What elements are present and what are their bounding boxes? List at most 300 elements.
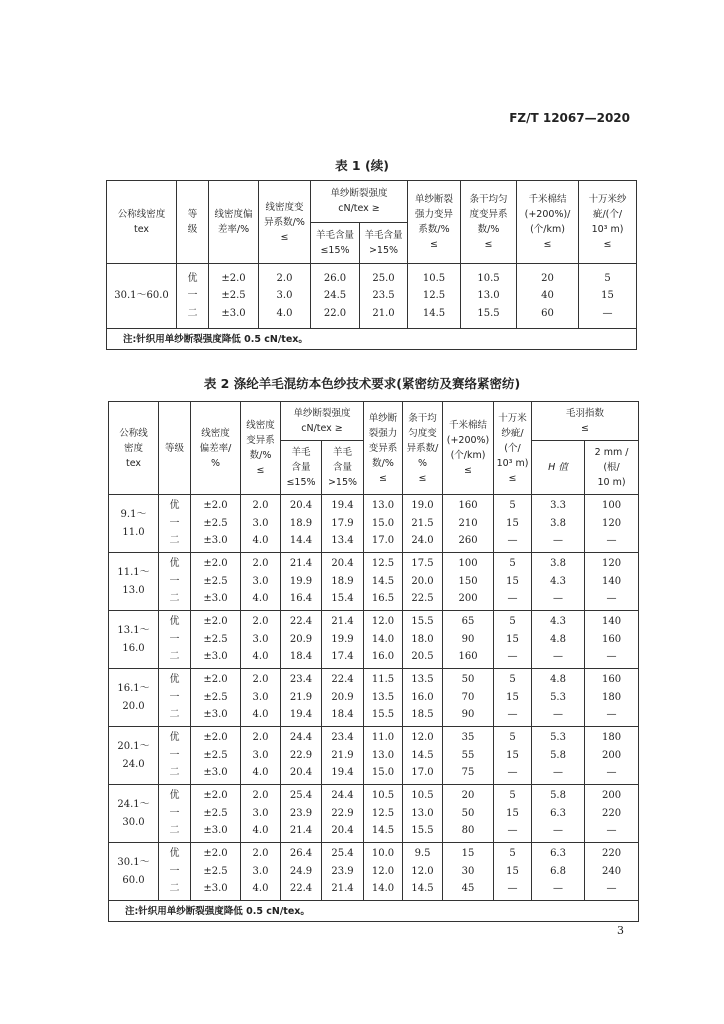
slubs-cell-value: — <box>507 883 518 895</box>
mm2-cell-value: 200 <box>601 790 622 802</box>
table1-header-row <box>107 181 637 223</box>
strength-cv-cell-value: 15.5 <box>371 709 395 721</box>
strength-cv-cell-value: 16.0 <box>371 651 395 663</box>
col-nominal-density-line: 公称线密度 <box>117 209 166 220</box>
cv-cell <box>241 611 281 669</box>
neps-cell-value: 55 <box>461 749 475 761</box>
table1-note: 注:针织用单纱断裂强度降低 0.5 cN/tex。 <box>107 329 637 350</box>
wool-high-cell-value: 19.9 <box>331 633 354 645</box>
grade-cell-value: 优 <box>169 732 180 744</box>
deviation-cell <box>209 264 259 329</box>
mm2-cell <box>585 843 639 901</box>
grade-cell-value: 优 <box>169 558 180 570</box>
col-density-cv-line: ≤ <box>280 231 289 243</box>
wool-high-cell-value: 23.4 <box>331 732 354 744</box>
deviation-cell <box>191 727 241 785</box>
mm2-cell <box>585 611 639 669</box>
mm2-cell <box>585 785 639 843</box>
col-wool-high <box>322 441 364 495</box>
evenness-cv-cell-value: 18.5 <box>411 709 434 721</box>
col-neps-line: 千米棉结 <box>449 420 488 431</box>
strength-cv-cell-value: 12.0 <box>371 616 395 628</box>
density-range-line: 20.0 <box>122 700 145 712</box>
grade-cell-value: 优 <box>169 790 180 802</box>
neps-cell-value: 90 <box>461 633 475 645</box>
col-evenness-cv-line: % <box>418 457 428 469</box>
wool-high-cell <box>322 785 364 843</box>
evenness-cv-cell-value: 17.5 <box>411 558 434 570</box>
neps-cell-value: 30 <box>461 865 475 877</box>
cv-cell-value: 2.0 <box>252 732 269 744</box>
col-2mm-line: (根/ <box>603 462 620 474</box>
strength-cv-cell-value: 16.5 <box>371 593 395 605</box>
neps-cell-value: 45 <box>461 883 475 895</box>
evenness-cv-cell-value: 10.5 <box>477 272 500 284</box>
strength-cv-cell-value: 13.0 <box>371 749 395 761</box>
col-wool-high-line: >15% <box>327 477 358 489</box>
col-evenness-cv <box>403 402 443 495</box>
slubs-cell-value: 15 <box>506 575 519 587</box>
deviation-cell-value: ±3.0 <box>203 535 228 547</box>
col-nominal-density <box>107 181 177 264</box>
strength-cv-cell-value: 12.5 <box>371 807 395 819</box>
strength-cv-cell <box>408 264 461 329</box>
grade-cell <box>159 785 191 843</box>
col-density-cv-line: 数/% <box>249 450 272 461</box>
neps-cell <box>443 727 494 785</box>
col-density-deviation-line: 差率/% <box>217 224 250 235</box>
mm2-cell-value: 100 <box>601 500 622 512</box>
evenness-cv-cell <box>403 669 443 727</box>
col-wool-low-line: 羊毛含量 <box>315 229 354 241</box>
deviation-cell-value: ±2.5 <box>221 290 246 302</box>
deviation-cell-value: ±2.5 <box>203 749 228 761</box>
col-slubs-line: (个/ <box>504 442 521 454</box>
deviation-cell-value: ±2.0 <box>203 558 228 570</box>
slubs-cell-value: — <box>507 767 518 779</box>
strength-cv-cell-value: 14.0 <box>371 633 395 645</box>
wool-low-cell-value: 23.9 <box>289 807 313 819</box>
col-strength-cv-line: 数/% <box>372 457 394 469</box>
col-slubs <box>579 181 637 264</box>
slubs-cell <box>579 264 637 329</box>
strength-cv-cell-value: 11.0 <box>371 732 395 744</box>
mm2-cell <box>585 727 639 785</box>
h-value-cell <box>532 669 585 727</box>
strength-cv-cell-value: 12.0 <box>371 865 395 877</box>
slubs-cell-value: 15 <box>601 290 614 302</box>
slubs-cell-value: — <box>507 535 518 547</box>
col-nominal-density <box>109 402 159 495</box>
neps-cell <box>443 669 494 727</box>
col-neps-line: (+200%) <box>446 435 490 446</box>
col-neps-line: (+200%)/ <box>524 209 571 220</box>
slubs-cell-value: 5 <box>509 674 516 686</box>
strength-cv-cell-value: 10.5 <box>422 272 446 284</box>
deviation-cell-value: ±2.0 <box>221 272 246 284</box>
wool-low-cell-value: 18.4 <box>289 651 313 663</box>
table2-header-row <box>109 402 639 441</box>
col-slubs-line: 疵/(个/ <box>592 209 623 220</box>
evenness-cv-cell-value: 21.5 <box>411 517 434 529</box>
wool-low-cell-value: 26.4 <box>289 848 313 860</box>
mm2-cell-value: 160 <box>601 674 622 686</box>
evenness-cv-cell-value: 16.0 <box>411 691 434 703</box>
neps-cell-value: 260 <box>458 535 478 547</box>
wool-low-cell <box>281 843 322 901</box>
mm2-cell-value: — <box>606 767 617 779</box>
col-grade-line: 等级 <box>164 442 184 454</box>
neps-cell-value: 80 <box>461 825 475 837</box>
slubs-cell-value: 5 <box>509 500 516 512</box>
h-value-cell <box>532 495 585 553</box>
deviation-cell-value: ±3.0 <box>203 593 228 605</box>
mm2-cell <box>585 553 639 611</box>
deviation-cell-value: ±2.0 <box>203 500 228 512</box>
neps-cell-value: 200 <box>458 593 478 605</box>
slubs-cell-value: 15 <box>506 807 519 819</box>
evenness-cv-cell-value: 17.0 <box>411 767 434 779</box>
cv-cell-value: 2.0 <box>252 500 269 512</box>
col-strength-cv-line: ≤ <box>430 239 438 250</box>
wool-low-cell-value: 22.4 <box>289 883 313 895</box>
col-slubs-line: ≤ <box>508 472 517 484</box>
neps-cell-value: 150 <box>458 575 478 587</box>
col-wool-low <box>281 441 322 495</box>
col-density-deviation <box>191 402 241 495</box>
mm2-cell-value: 200 <box>601 749 622 761</box>
col-density-cv <box>259 181 311 264</box>
strength-cv-cell-value: 17.0 <box>371 535 395 547</box>
mm2-cell-value: 180 <box>601 732 622 744</box>
wool-low-cell-value: 22.4 <box>289 616 313 628</box>
slubs-cell-value: — <box>507 651 518 663</box>
neps-cell-value: 15 <box>461 848 475 860</box>
mm2-cell <box>585 495 639 553</box>
col-wool-high-line: 含量 <box>333 462 353 474</box>
evenness-cv-cell-value: 24.0 <box>411 535 434 547</box>
wool-low-cell-value: 21.4 <box>289 825 313 837</box>
cv-cell-value: 4.0 <box>252 593 269 605</box>
cv-cell <box>241 727 281 785</box>
cv-cell-value: 2.0 <box>252 616 269 628</box>
h-value-cell <box>532 727 585 785</box>
deviation-cell-value: ±2.5 <box>203 691 228 703</box>
col-strength-cv-line: 单纱断 <box>368 412 398 424</box>
col-strength-cv <box>364 402 403 495</box>
deviation-cell-value: ±3.0 <box>203 651 228 663</box>
col-density-cv-line: 线密度 <box>246 420 275 431</box>
wool-high-cell <box>322 495 364 553</box>
grade-cell-value: 一 <box>169 575 180 587</box>
density-range-line: 13.0 <box>122 584 145 596</box>
col-2mm-line: 2 mm / <box>594 447 629 459</box>
cv-cell-value: 2.0 <box>276 272 293 284</box>
col-density-cv-line: 线密度变 <box>265 201 304 213</box>
h-value-cell-value: 6.8 <box>550 865 566 877</box>
slubs-cell-value: 15 <box>506 691 519 703</box>
cv-cell-value: 3.0 <box>276 290 293 302</box>
standard-code: FZ/T 12067—2020 <box>509 111 630 125</box>
wool-high-cell <box>322 843 364 901</box>
wool-high-cell <box>322 669 364 727</box>
h-value-cell <box>532 843 585 901</box>
wool-low-cell-value: 19.4 <box>289 709 313 721</box>
wool-low-cell-value: 22.0 <box>323 307 347 319</box>
deviation-cell-value: ±3.0 <box>203 883 228 895</box>
h-value-cell <box>532 785 585 843</box>
grade-cell-value: 一 <box>169 865 180 877</box>
col-wool-low-line: ≤15% <box>286 477 316 489</box>
col-breaking-strength-line: cN/tex ≥ <box>301 423 343 435</box>
mm2-cell-value: 120 <box>601 517 622 529</box>
col-density-deviation <box>209 181 259 264</box>
col-strength-cv <box>408 181 461 264</box>
deviation-cell-value: ±2.0 <box>203 616 228 628</box>
mm2-cell-value: 180 <box>601 691 622 703</box>
col-nominal-density-line: tex <box>125 457 142 469</box>
cv-cell-value: 4.0 <box>252 767 269 779</box>
mm2-cell-value: — <box>606 883 617 895</box>
neps-cell-value: 20 <box>541 272 554 284</box>
h-value-cell-value: — <box>553 593 564 605</box>
slubs-cell-value: 5 <box>509 732 516 744</box>
h-value-cell-value: 5.8 <box>550 790 566 802</box>
evenness-cv-cell-value: 19.0 <box>411 500 434 512</box>
strength-cv-cell-value: 11.5 <box>371 674 395 686</box>
wool-high-cell-value: 21.4 <box>331 883 354 895</box>
col-neps-line: (个/km) <box>450 450 486 461</box>
density-range-line: 24.1～ <box>117 799 150 810</box>
density-range-line: 11.1～ <box>117 567 150 578</box>
col-breaking-strength <box>281 402 364 441</box>
mm2-cell-value: — <box>606 535 617 547</box>
col-density-cv-line: 异系数/% <box>264 216 305 228</box>
neps-cell-value: 60 <box>541 307 554 319</box>
grade-cell <box>177 264 209 329</box>
cv-cell-value: 2.0 <box>252 848 269 860</box>
grade-cell-value: 优 <box>169 616 180 628</box>
table-row <box>107 264 637 329</box>
grade-cell-value: 一 <box>169 517 180 529</box>
strength-cv-cell-value: 10.5 <box>371 790 395 802</box>
h-value-cell-value: 6.3 <box>550 807 566 819</box>
col-evenness-cv-line: 度变异系 <box>469 209 508 220</box>
col-wool-low-line: ≤15% <box>320 244 350 256</box>
evenness-cv-cell <box>403 727 443 785</box>
col-evenness-cv <box>461 181 517 264</box>
evenness-cv-cell-value: 9.5 <box>414 848 431 860</box>
mm2-cell-value: 120 <box>601 558 622 570</box>
grade-cell-value: 二 <box>169 535 180 547</box>
wool-high-cell-value: 22.9 <box>331 807 354 819</box>
wool-low-cell-value: 20.4 <box>289 500 313 512</box>
strength-cv-cell <box>364 611 403 669</box>
slubs-cell <box>494 727 532 785</box>
col-evenness-cv-line: ≤ <box>484 239 493 250</box>
wool-low-cell <box>311 264 360 329</box>
col-2mm-line: 10 m) <box>597 477 626 489</box>
col-neps-line: ≤ <box>464 465 472 476</box>
wool-high-cell <box>322 727 364 785</box>
mm2-cell-value: — <box>606 709 617 721</box>
col-wool-high-line: 羊毛含量 <box>364 229 403 241</box>
page-number: 3 <box>617 924 624 937</box>
density-range-line: 16.1～ <box>117 683 150 694</box>
wool-low-cell-value: 25.4 <box>289 790 313 802</box>
cv-cell-value: 3.0 <box>252 749 269 761</box>
wool-low-cell-value: 26.0 <box>323 272 347 284</box>
wool-low-cell-value: 24.4 <box>289 732 313 744</box>
table-row <box>109 495 639 553</box>
deviation-cell <box>191 553 241 611</box>
evenness-cv-cell-value: 12.0 <box>411 865 434 877</box>
col-nominal-density-line: 密度 <box>123 442 143 454</box>
grade-cell-value: 优 <box>169 848 180 860</box>
grade-cell-value: 一 <box>169 807 180 819</box>
strength-cv-cell <box>364 843 403 901</box>
table-row <box>109 785 639 843</box>
evenness-cv-cell-value: 18.0 <box>411 633 434 645</box>
evenness-cv-cell-value: 20.5 <box>411 651 434 663</box>
cv-cell-value: 4.0 <box>252 709 269 721</box>
wool-high-cell-value: 23.5 <box>372 290 395 302</box>
density-range-line: 16.0 <box>122 642 145 654</box>
col-hairiness <box>532 402 639 441</box>
h-value-cell-value: 3.8 <box>550 558 566 570</box>
wool-low-cell-value: 20.4 <box>289 767 313 779</box>
cv-cell-value: 4.0 <box>252 825 269 837</box>
cv-cell-value: 3.0 <box>252 807 269 819</box>
neps-cell-value: 160 <box>458 651 478 663</box>
col-evenness-cv-line: 条干均 <box>408 412 437 424</box>
neps-cell-value: 100 <box>458 558 478 570</box>
mm2-cell-value: 220 <box>601 807 622 819</box>
cv-cell-value: 2.0 <box>252 674 269 686</box>
strength-cv-cell <box>364 727 403 785</box>
h-value-cell-value: 4.3 <box>550 575 566 587</box>
grade-cell-value: 二 <box>169 767 180 779</box>
slubs-cell-value: 15 <box>506 517 519 529</box>
col-density-cv-line: 变异系 <box>246 435 275 446</box>
mm2-cell-value: — <box>606 825 617 837</box>
h-value-cell <box>532 611 585 669</box>
wool-low-cell <box>281 785 322 843</box>
col-grade-line: 级 <box>187 224 198 235</box>
col-nominal-density-line: 公称线 <box>119 427 148 439</box>
wool-low-cell-value: 22.9 <box>289 749 313 761</box>
cv-cell <box>259 264 311 329</box>
table-row <box>109 553 639 611</box>
wool-high-cell-value: 19.4 <box>331 500 354 512</box>
table-row <box>109 843 639 901</box>
col-wool-low <box>311 222 360 264</box>
h-value-cell-value: — <box>553 883 564 895</box>
neps-cell-value: 65 <box>461 616 475 628</box>
neps-cell-value: 70 <box>461 691 475 703</box>
density-range <box>109 727 159 785</box>
cv-cell <box>241 785 281 843</box>
wool-high-cell-value: 20.4 <box>331 558 354 570</box>
deviation-cell-value: ±2.5 <box>203 633 228 645</box>
slubs-cell-value: — <box>507 593 518 605</box>
grade-cell <box>159 495 191 553</box>
col-2mm <box>585 441 639 495</box>
deviation-cell-value: ±2.5 <box>203 807 228 819</box>
mm2-cell-value: 220 <box>601 848 622 860</box>
density-range <box>109 785 159 843</box>
grade-cell <box>159 727 191 785</box>
slubs-cell-value: 15 <box>506 865 519 877</box>
cv-cell <box>241 495 281 553</box>
neps-cell-value: 75 <box>461 767 475 779</box>
col-strength-cv-line: 变异系 <box>368 442 398 454</box>
evenness-cv-cell-value: 20.0 <box>411 575 434 587</box>
evenness-cv-cell-value: 14.5 <box>411 883 434 895</box>
slubs-cell <box>494 553 532 611</box>
col-evenness-cv-line: ≤ <box>418 472 427 484</box>
slubs-cell-value: — <box>602 307 613 319</box>
h-value-cell-value: 4.8 <box>550 633 566 645</box>
col-strength-cv-line: 强力变异 <box>415 209 454 220</box>
deviation-cell <box>191 843 241 901</box>
neps-cell <box>443 785 494 843</box>
neps-cell-value: 50 <box>461 807 475 819</box>
slubs-cell-value: 5 <box>509 558 516 570</box>
col-strength-cv-line: ≤ <box>379 472 387 484</box>
mm2-cell-value: 240 <box>601 865 622 877</box>
slubs-cell <box>494 611 532 669</box>
col-density-cv <box>241 402 281 495</box>
wool-low-cell-value: 19.9 <box>289 575 313 587</box>
cv-cell-value: 2.0 <box>252 790 269 802</box>
neps-cell-value: 35 <box>461 732 475 744</box>
density-range <box>109 843 159 901</box>
slubs-cell-value: 5 <box>604 272 611 284</box>
col-slubs-line: 十万米 <box>498 412 527 424</box>
wool-low-cell <box>281 495 322 553</box>
wool-high-cell-value: 17.4 <box>331 651 354 663</box>
density-range-line: 24.0 <box>122 758 145 770</box>
wool-low-cell <box>281 727 322 785</box>
cv-cell <box>241 843 281 901</box>
col-wool-low-line: 含量 <box>291 462 311 474</box>
col-wool-high-line: >15% <box>368 244 399 256</box>
deviation-cell-value: ±2.0 <box>203 790 228 802</box>
h-value-cell-value: — <box>553 709 564 721</box>
cv-cell-value: 4.0 <box>252 535 269 547</box>
evenness-cv-cell-value: 10.5 <box>411 790 434 802</box>
wool-high-cell-value: 17.9 <box>331 517 354 529</box>
density-range-line: 60.0 <box>122 874 145 886</box>
evenness-cv-cell <box>461 264 517 329</box>
wool-high-cell-value: 18.9 <box>331 575 354 587</box>
deviation-cell-value: ±2.5 <box>203 575 228 587</box>
density-range-line: 13.1～ <box>117 625 150 636</box>
col-neps-line: (个/km) <box>530 224 565 235</box>
wool-low-cell-value: 24.5 <box>323 290 347 302</box>
deviation-cell-value: ±3.0 <box>203 825 228 837</box>
neps-cell <box>517 264 579 329</box>
grade-cell-value: 一 <box>169 691 180 703</box>
grade-cell-value: 二 <box>169 593 180 605</box>
h-value-cell-value: 5.3 <box>550 732 566 744</box>
density-range <box>109 611 159 669</box>
wool-high-cell <box>322 611 364 669</box>
deviation-cell <box>191 495 241 553</box>
wool-high-cell-value: 21.0 <box>372 307 395 319</box>
density-range-line: 9.1～ <box>120 509 147 520</box>
